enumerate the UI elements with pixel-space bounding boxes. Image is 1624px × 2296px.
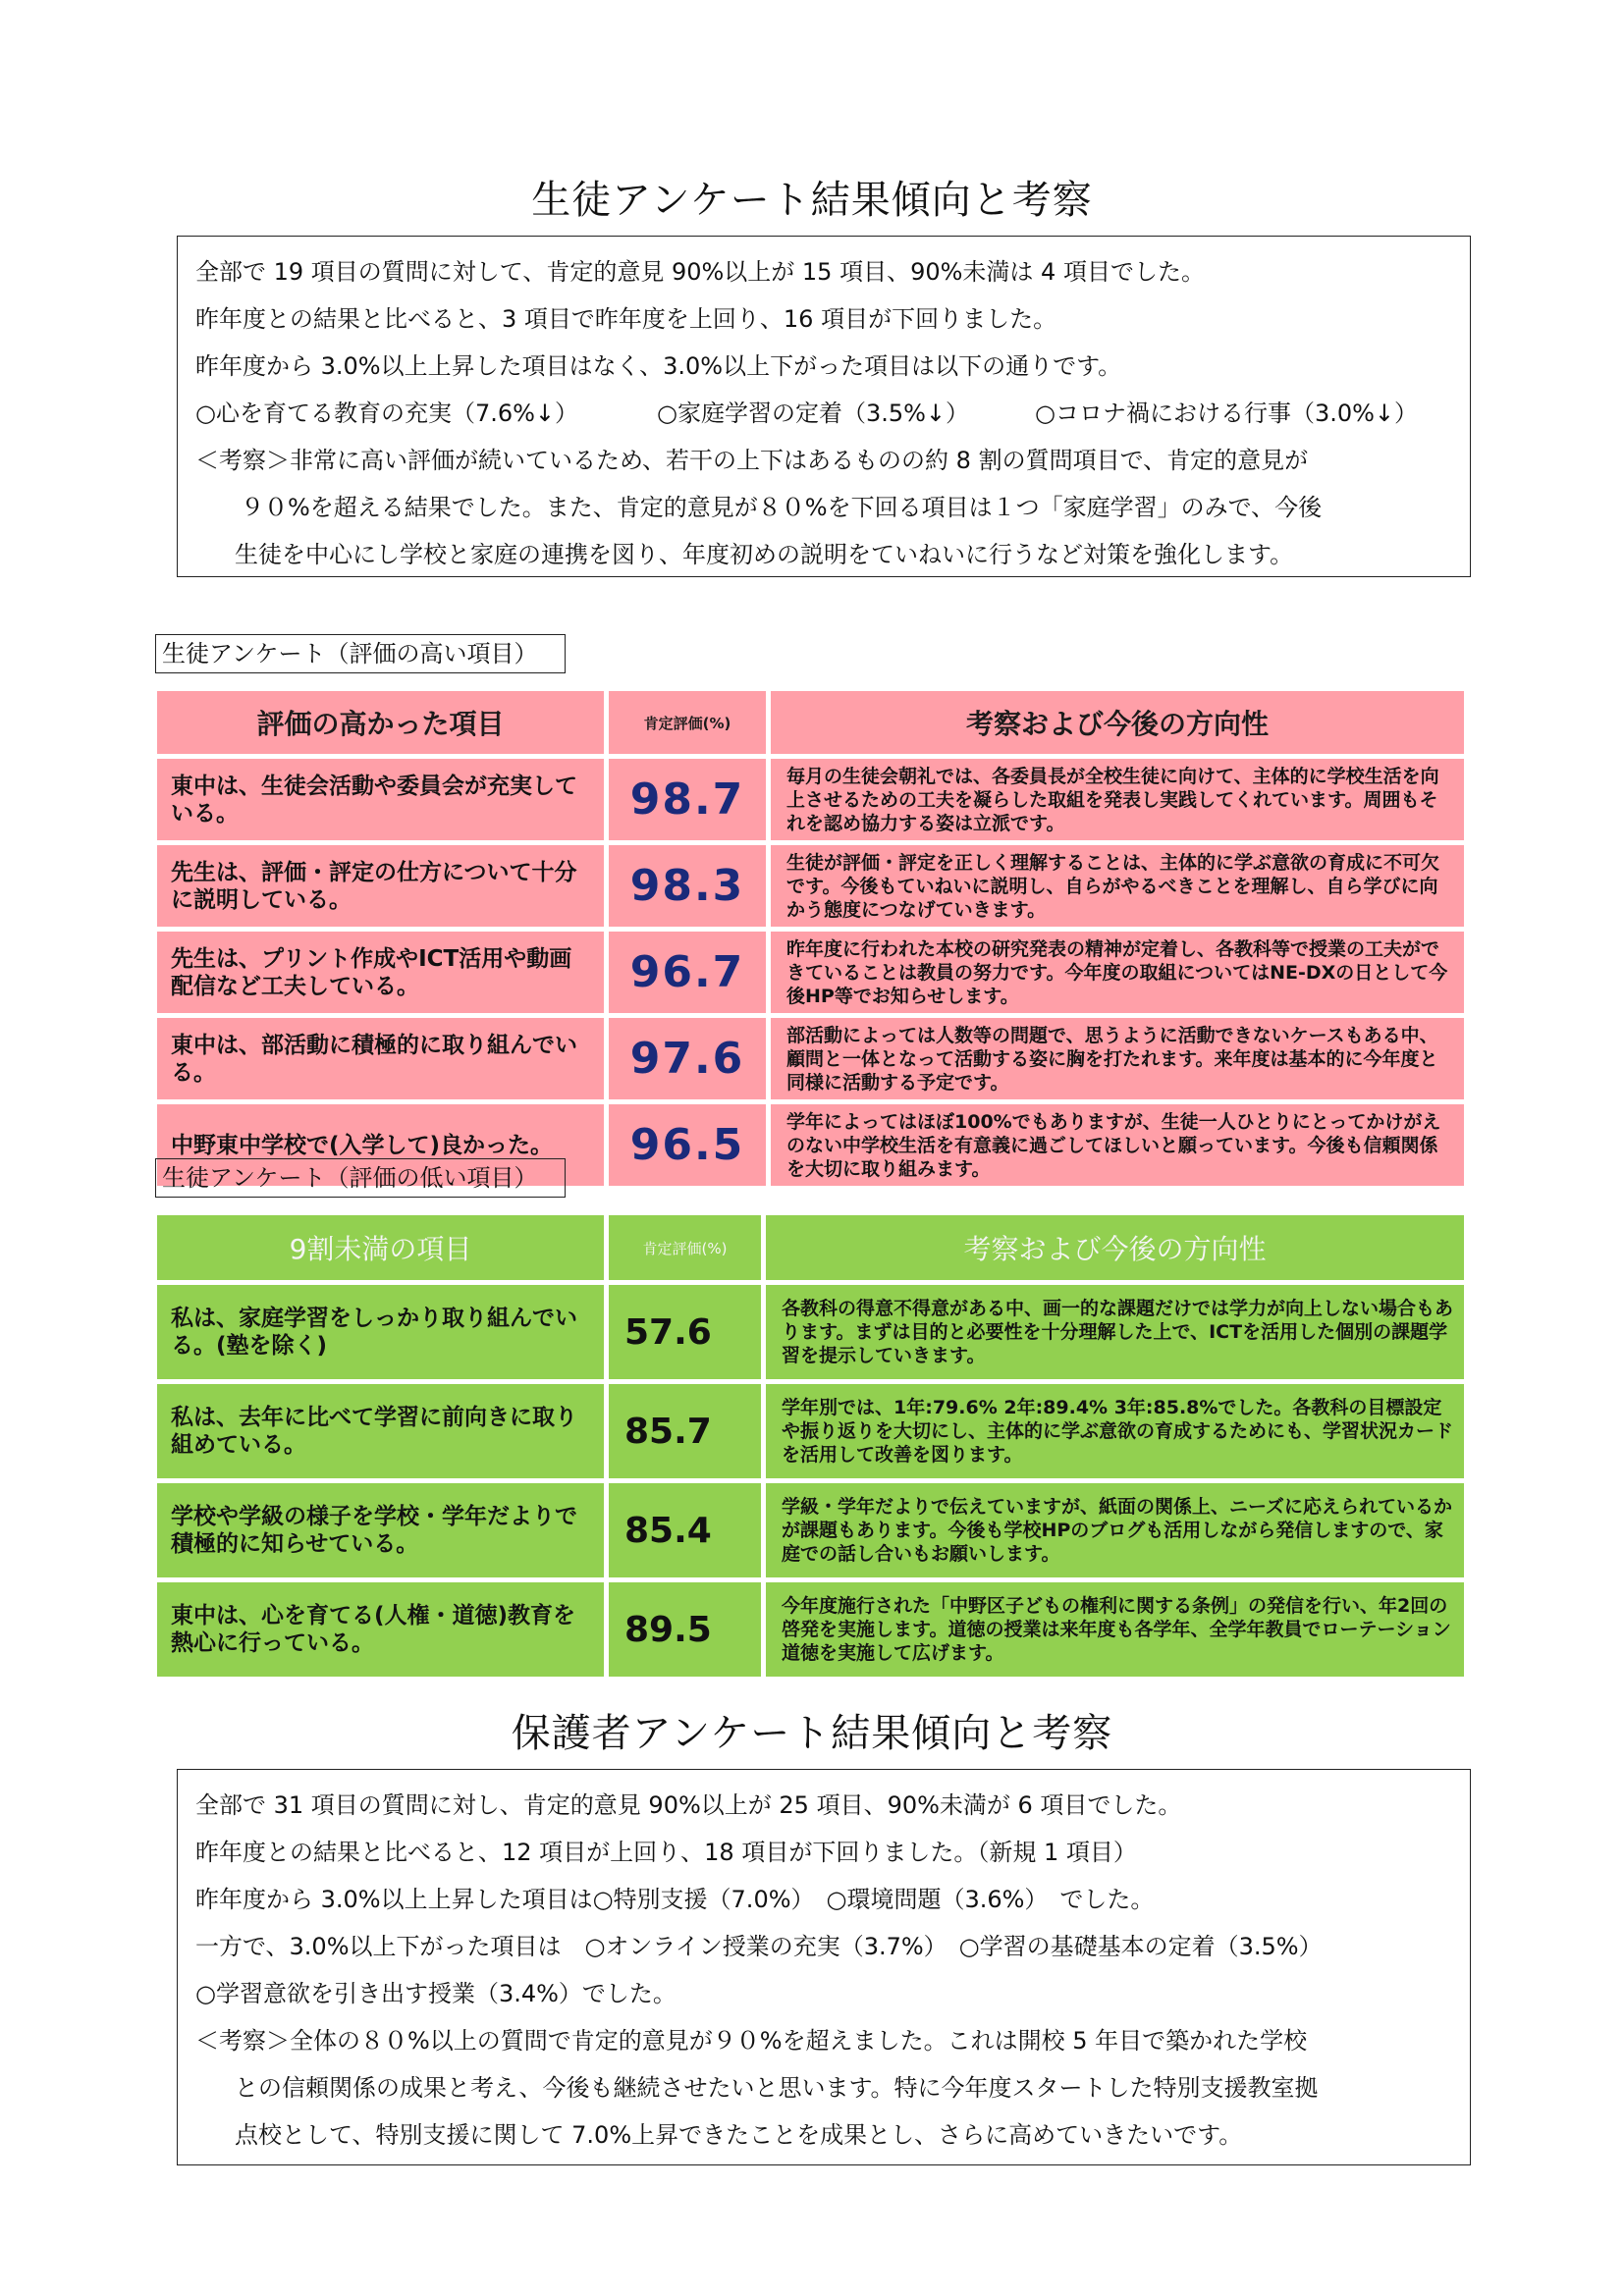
table-row	[157, 1285, 1469, 1384]
table-row	[157, 845, 1469, 932]
row-note: 部活動によっては人数等の問題で、思うように活動できないケースもある中、顧問と一体となって活動する姿に胸を打たれます。来年度は基本的に今年度と同様に活動する予定です。	[771, 1018, 1469, 1104]
table-row	[157, 1582, 1469, 1682]
row-item: 東中は、心を育てる(人権・道徳)教育を熱心に行っている。	[157, 1582, 609, 1682]
consideration-line: ＜考察＞全体の８０%以上の質問で肯定的意見が９０%を超えました。これは開校 5 年目で築かれた学校	[195, 2027, 1308, 2055]
table-header-row	[157, 691, 1469, 759]
header-note: 考察および今後の方向性	[771, 691, 1469, 759]
header-item: 9割未満の項目	[157, 1215, 609, 1285]
summary-line: 昨年度との結果と比べると、12 項目が上回り、18 項目が下回りました。（新規 1 項目）	[195, 1839, 1137, 1866]
row-value: 85.7	[609, 1384, 766, 1483]
header-note: 考察および今後の方向性	[766, 1215, 1469, 1285]
table-row	[157, 759, 1469, 845]
row-note: 各教科の得意不得意がある中、画一的な課題だけでは学力が向上しない場合もあります。まずは目的と必要性を十分理解した上で、ICTを活用した個別の課題学習を提示していきます。	[766, 1285, 1469, 1384]
row-value: 85.4	[609, 1483, 766, 1582]
decline-list	[195, 390, 1452, 437]
table-row	[157, 1384, 1469, 1483]
table-row	[157, 1483, 1469, 1582]
header-value: 肯定評価(%)	[609, 1215, 766, 1285]
summary-line: 一方で、3.0%以上下がった項目は ○オンライン授業の充実（3.7%） ○学習の基礎基本の定着（3.5%）	[195, 1933, 1323, 1960]
row-item: 先生は、プリント作成やICT活用や動画配信など工夫している。	[157, 932, 609, 1018]
row-item: 私は、家庭学習をしっかり取り組んでいる。(塾を除く)	[157, 1285, 609, 1384]
row-note: 生徒が評価・評定を正しく理解することは、主体的に学ぶ意欲の育成に不可欠です。今後もていねいに説明し、自らがやるべきことを理解し、自ら学びに向かう態度につなげていきます。	[771, 845, 1469, 932]
row-note: 今年度施行された「中野区子どもの権利に関する条例」の発信を行い、年2回の啓発を実施します。道徳の授業は来年度も各学年、全学年教員でローテーション道徳を実施して広げます。	[766, 1582, 1469, 1682]
high-table-label: 生徒アンケート（評価の高い項目）	[155, 634, 566, 673]
student-section-title: 生徒アンケート結果傾向と考察	[531, 178, 1093, 223]
parent-section-title: 保護者アンケート結果傾向と考察	[511, 1711, 1113, 1756]
summary-line: 昨年度から 3.0%以上上昇した項目はなく、3.0%以上下がった項目は以下の通りです。	[195, 352, 1122, 380]
row-item: 中野東中学校で(入学して)良かった。	[157, 1104, 609, 1191]
row-value: 96.7	[609, 932, 771, 1018]
row-value: 96.5	[609, 1104, 771, 1191]
table-row	[157, 1018, 1469, 1104]
row-note: 学年別では、1年:79.6% 2年:89.4% 3年:85.8%でした。各教科の目標設定や振り返りを大切にし、主体的に学ぶ意欲の育成するためにも、学習状況カードを活用して改善を図ります。	[766, 1384, 1469, 1483]
row-value: 98.3	[609, 845, 771, 932]
decline-item: ○心を育てる教育の充実（7.6%↓）	[195, 400, 579, 427]
row-note: 学年によってはほぼ100%でもありますが、生徒一人ひとりにとってかけがえのない中学校生活を有意義に過ごしてほしいと願っています。今後も信頼関係を大切に取り組みます。	[771, 1104, 1469, 1191]
summary-line: ○学習意欲を引き出す授業（3.4%）でした。	[195, 1980, 677, 2007]
row-item: 先生は、評価・評定の仕方について十分に説明している。	[157, 845, 609, 932]
row-note: 毎月の生徒会朝礼では、各委員長が全校生徒に向けて、主体的に学校生活を向上させるための工夫を凝らした取組を発表し実践してくれています。周囲もそれを認め協力する姿は立派です。	[771, 759, 1469, 845]
header-item: 評価の高かった項目	[157, 691, 609, 759]
table-header-row	[157, 1215, 1469, 1285]
row-item: 私は、去年に比べて学習に前向きに取り組めている。	[157, 1384, 609, 1483]
summary-line: 全部で 19 項目の質問に対して、肯定的意見 90%以上が 15 項目、90%未満は 4 項目でした。	[195, 258, 1205, 286]
row-note: 昨年度に行われた本校の研究発表の精神が定着し、各教科等で授業の工夫ができていることは教員の努力です。今年度の取組についてはNE-DXの日として今後HP等でお知らせします。	[771, 932, 1469, 1018]
consideration-line: 点校として、特別支援に関して 7.0%上昇できたことを成果とし、さらに高めていきたいです。	[235, 2121, 1243, 2149]
high-evaluation-table	[157, 691, 1469, 1191]
row-item: 学校や学級の様子を学校・学年だよりで積極的に知らせている。	[157, 1483, 609, 1582]
consideration-line: 生徒を中心にし学校と家庭の連携を図り、年度初めの説明をていねいに行うなど対策を強化します。	[235, 541, 1294, 568]
row-item: 東中は、部活動に積極的に取り組んでいる。	[157, 1018, 609, 1104]
summary-line: 全部で 31 項目の質問に対し、肯定的意見 90%以上が 25 項目、90%未満が 6 項目でした。	[195, 1791, 1182, 1819]
row-value: 98.7	[609, 759, 771, 845]
row-value: 89.5	[609, 1582, 766, 1682]
row-value: 57.6	[609, 1285, 766, 1384]
consideration-line: ９０%を超える結果でした。また、肯定的意見が８０%を下回る項目は１つ「家庭学習」のみで、今後	[241, 494, 1323, 521]
decline-item: ○家庭学習の定着（3.5%↓）	[657, 400, 970, 427]
row-value: 97.6	[609, 1018, 771, 1104]
parent-summary-box	[177, 1769, 1471, 2165]
low-table-label: 生徒アンケート（評価の低い項目）	[155, 1158, 566, 1198]
consideration-line: ＜考察＞非常に高い評価が続いているため、若干の上下はあるものの約 8 割の質問項目で、肯定的意見が	[195, 447, 1309, 474]
row-note: 学級・学年だよりで伝えていますが、紙面の関係上、ニーズに応えられているかが課題もあります。今後も学校HPのブログも活用しながら発信しますので、家庭での話し合いもお願いします。	[766, 1483, 1469, 1582]
table-row	[157, 932, 1469, 1018]
summary-line: 昨年度との結果と比べると、3 項目で昨年度を上回り、16 項目が下回りました。	[195, 305, 1057, 333]
header-value: 肯定評価(%)	[609, 691, 771, 759]
summary-line: 昨年度から 3.0%以上上昇した項目は○特別支援（7.0%） ○環境問題（3.6%） でした。	[195, 1886, 1155, 1913]
low-evaluation-table	[157, 1215, 1469, 1682]
student-summary-box	[177, 236, 1471, 577]
row-item: 東中は、生徒会活動や委員会が充実している。	[157, 759, 609, 845]
consideration-line: との信頼関係の成果と考え、今後も継続させたいと思います。特に今年度スタートした特別支援教室拠	[235, 2074, 1319, 2102]
decline-item: ○コロナ禍における行事（3.0%↓）	[1035, 400, 1419, 427]
